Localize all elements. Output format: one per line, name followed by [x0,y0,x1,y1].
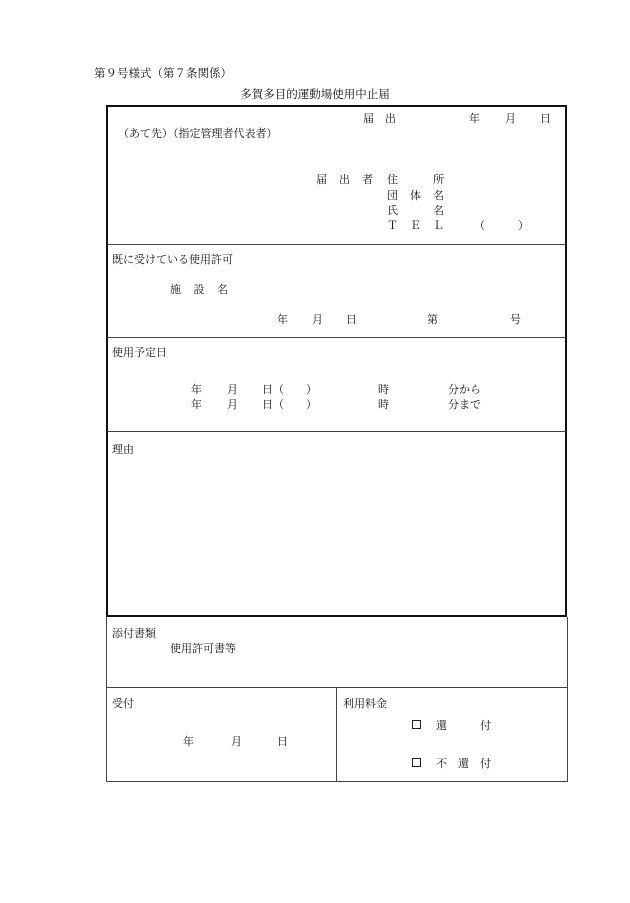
schedule-from-minute: 分から [448,383,481,396]
schedule-from-year: 年 [191,383,202,396]
permit-section-label: 既に受けている使用許可 [112,253,233,266]
submitted-label: 届 出 [363,112,396,125]
reception-year: 年 [183,735,194,748]
schedule-from-month: 月 [227,383,238,396]
schedule-to-day: 日（ ） [262,398,317,411]
form-number: 第９号様式（第７条関係） [94,66,232,80]
schedule-to-year: 年 [191,398,202,411]
notifier-label: 届 出 者 [316,173,373,186]
permit-month: 月 [312,313,323,326]
attachments-item: 使用許可書等 [170,642,236,655]
no-refund-label: 不 還 付 [436,757,491,770]
schedule-from-day: 日（ ） [262,383,317,396]
lower-border-left [106,617,107,782]
no-refund-checkbox[interactable] [412,758,421,767]
divider-reception-fee [336,687,337,782]
schedule-to-minute: 分まで [448,398,481,411]
form-title: 多賀多目的運動場使用中止届 [240,87,390,101]
addressee: （あて先）（指定管理者代表者） [118,127,278,140]
lower-border-right [567,617,568,782]
reception-month: 月 [231,735,242,748]
permit-number-suffix: 号 [510,313,521,326]
permit-day: 日 [346,313,357,326]
divider-notification [107,244,566,245]
reception-section-label: 受付 [112,697,134,710]
divider-attachments [106,687,568,688]
schedule-section-label: 使用予定日 [112,346,167,359]
organization-label: 団 体 名 [387,189,444,202]
refund-checkbox[interactable] [412,720,421,729]
submitted-day: 日 [540,112,551,125]
attachments-section-label: 添付書類 [112,627,156,640]
submitted-year: 年 [469,112,480,125]
schedule-to-month: 月 [227,398,238,411]
facility-label: 施 設 名 [170,283,228,296]
tel-label: Ｔ Ｅ Ｌ [387,219,444,232]
no-refund-option[interactable] [412,758,421,769]
divider-permit [107,337,566,338]
schedule-to-hour: 時 [378,398,389,411]
tel-paren: （ ） [474,219,529,232]
permit-year: 年 [277,313,288,326]
fee-section-label: 利用料金 [343,697,387,710]
refund-option[interactable] [412,720,421,731]
lower-border-bottom [106,781,568,782]
submitted-month: 月 [505,112,516,125]
name-label: 氏 名 [387,204,444,217]
address-label: 住 所 [387,173,444,186]
permit-number-prefix: 第 [427,313,438,326]
schedule-from-hour: 時 [378,383,389,396]
refund-label: 還 付 [436,719,491,732]
reason-section-label: 理由 [112,443,134,456]
reception-day: 日 [277,735,288,748]
divider-schedule [107,431,566,432]
